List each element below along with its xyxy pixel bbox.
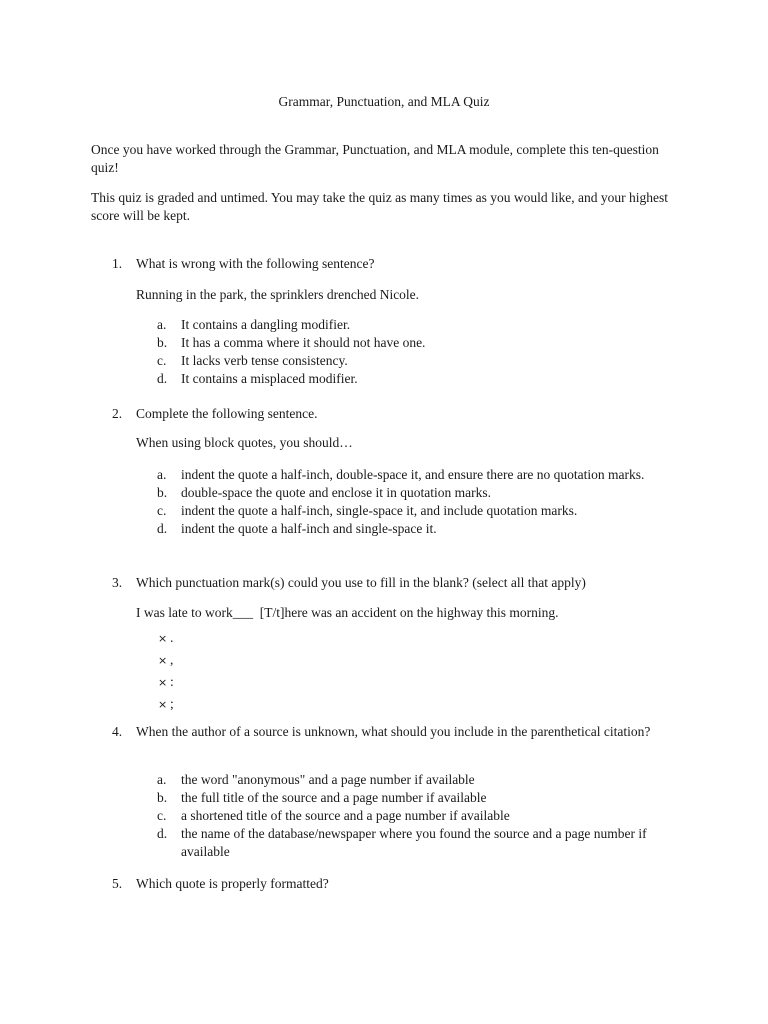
answer-option[interactable]	[157, 484, 657, 502]
option-text: the full title of the source and a page number if available	[181, 790, 487, 805]
question-number: 2.	[112, 406, 123, 421]
punctuation-mark: ;	[170, 696, 174, 711]
punctuation-options	[158, 629, 174, 717]
page-title: Grammar, Punctuation, and MLA Quiz	[278, 94, 490, 109]
answer-option[interactable]	[157, 520, 657, 538]
option-text: It lacks verb tense consistency.	[181, 353, 348, 368]
answer-option[interactable]	[157, 502, 657, 520]
option-text: It contains a dangling modifier.	[181, 317, 351, 332]
answer-options	[157, 466, 657, 538]
option-letter: a.	[157, 467, 167, 482]
intro-paragraph: This quiz is graded and untimed. You may take the quiz as many times as you would like, and your highest score will be kept.	[91, 190, 669, 223]
option-letter: b.	[157, 485, 168, 500]
option-letter: a.	[157, 317, 167, 332]
option-text: It has a comma where it should not have one.	[181, 335, 426, 350]
option-letter: c.	[157, 808, 167, 823]
question-text: What is wrong with the following sentence?	[136, 256, 375, 271]
question-prompt: I was late to work___ [T/t]here was an accident on the highway this morning.	[136, 605, 559, 620]
answer-option[interactable]	[157, 466, 657, 484]
option-letter: b.	[157, 790, 168, 805]
option-letter: d.	[157, 521, 168, 536]
option-letter: c.	[157, 503, 167, 518]
punctuation-mark: :	[170, 674, 174, 689]
punctuation-option[interactable]	[158, 695, 174, 717]
answer-option[interactable]	[157, 789, 657, 807]
intro-paragraph: Once you have worked through the Grammar, Punctuation, and MLA module, complete this ten-question quiz!	[91, 142, 659, 175]
option-letter: a.	[157, 772, 167, 787]
answer-option[interactable]	[157, 334, 657, 352]
x-mark-icon: ×	[158, 654, 168, 667]
option-text: It contains a misplaced modifier.	[181, 371, 358, 386]
option-text: the name of the database/newspaper where you found the source and a page number if available	[181, 826, 647, 859]
x-mark-icon: ×	[158, 632, 168, 645]
option-letter: d.	[157, 371, 168, 386]
option-letter: d.	[157, 826, 168, 841]
question-text: Which punctuation mark(s) could you use to fill in the blank? (select all that apply)	[136, 575, 586, 590]
answer-options	[157, 771, 657, 861]
x-mark-icon: ×	[158, 698, 168, 711]
punctuation-option[interactable]	[158, 673, 174, 695]
question-text: Complete the following sentence.	[136, 406, 318, 421]
answer-option[interactable]	[157, 771, 657, 789]
answer-option[interactable]	[157, 316, 657, 334]
answer-option[interactable]	[157, 370, 657, 388]
option-text: double-space the quote and enclose it in quotation marks.	[181, 485, 492, 500]
question-number: 5.	[112, 876, 123, 891]
x-mark-icon: ×	[158, 676, 168, 689]
question-prompt: When using block quotes, you should…	[136, 435, 353, 450]
question-number: 1.	[112, 256, 123, 271]
punctuation-mark: .	[170, 630, 174, 645]
question-text: Which quote is properly formatted?	[136, 876, 329, 891]
question-number: 3.	[112, 575, 123, 590]
option-text: indent the quote a half-inch, double-space it, and ensure there are no quotation marks.	[181, 467, 645, 482]
answer-options	[157, 316, 657, 388]
punctuation-option[interactable]	[158, 629, 174, 651]
punctuation-option[interactable]	[158, 651, 174, 673]
punctuation-mark: ,	[170, 652, 174, 667]
answer-option[interactable]	[157, 807, 657, 825]
option-text: indent the quote a half-inch and single-space it.	[181, 521, 437, 536]
option-text: the word "anonymous" and a page number if available	[181, 772, 475, 787]
answer-option[interactable]	[157, 352, 657, 370]
answer-option[interactable]	[157, 825, 661, 861]
option-text: a shortened title of the source and a page number if available	[181, 808, 510, 823]
option-letter: c.	[157, 353, 167, 368]
option-text: indent the quote a half-inch, single-space it, and include quotation marks.	[181, 503, 578, 518]
question-number: 4.	[112, 724, 123, 739]
question-prompt: Running in the park, the sprinklers drenched Nicole.	[136, 287, 420, 302]
question-text: When the author of a source is unknown, what should you include in the parenthetical citation?	[136, 724, 651, 739]
option-letter: b.	[157, 335, 168, 350]
